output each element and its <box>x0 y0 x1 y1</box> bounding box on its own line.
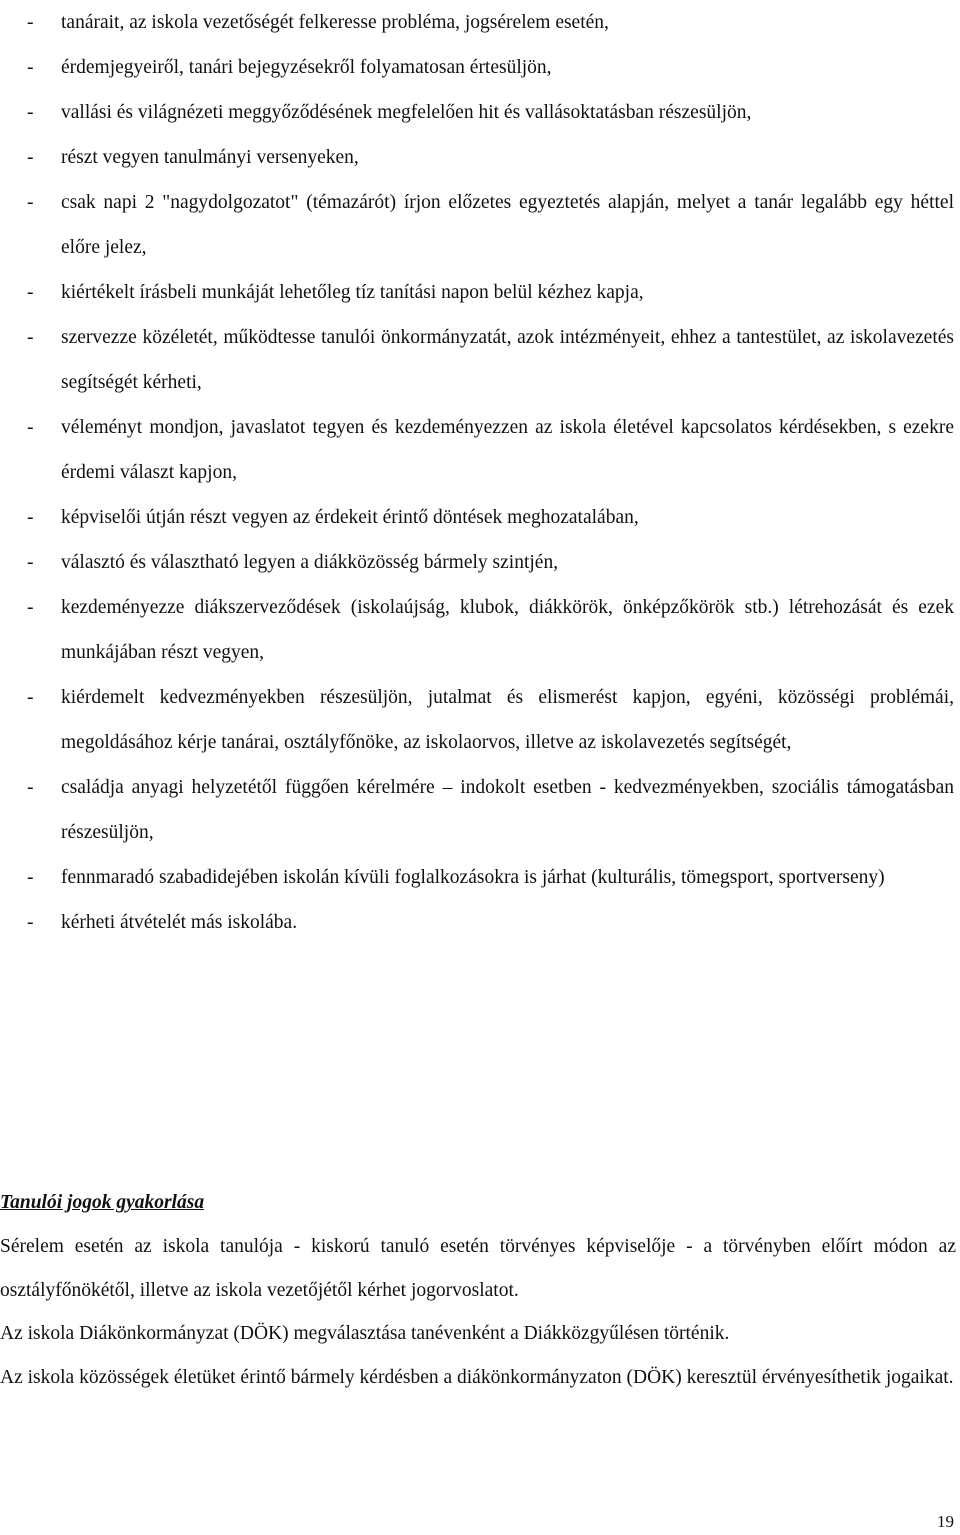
list-item <box>0 765 960 855</box>
list-dash: - <box>27 777 34 798</box>
list-item <box>0 855 960 900</box>
list-item-text: részt vegyen tanulmányi versenyeken, <box>61 147 359 168</box>
list-item-text: szervezze közéletét, működtesse tanulói önkormányzatát, azok intézményeit, ehhez a tantestület, az iskolavezetés segítségét kérheti, <box>61 327 954 393</box>
list-item <box>0 495 960 540</box>
list-item <box>0 585 960 675</box>
list-item-text: kiérdemelt kedvezményekben részesüljön, jutalmat és elismerést kapjon, egyéni, közösségi problémái, megoldásához kérje tanárai, osztályfőnöke, az iskolaorvos, illetve az iskolavezetés segítségét, <box>61 687 954 753</box>
list-dash: - <box>27 57 34 78</box>
list-dash: - <box>27 912 34 933</box>
list-item-text: választó és választható legyen a diákközösség bármely szintjén, <box>61 552 559 573</box>
list-dash: - <box>27 282 34 303</box>
list-item-text: véleményt mondjon, javaslatot tegyen és kezdeményezzen az iskola életével kapcsolatos kérdésekben, s ezekre érdemi választ kapjon, <box>61 417 954 483</box>
list-item <box>0 540 960 585</box>
page-number: 19 <box>937 1512 954 1531</box>
list-item <box>0 675 960 765</box>
list-item-text: csak napi 2 "nagydolgozatot" (témazárót) írjon előzetes egyeztetés alapján, melyet a tanár legalább egy héttel előre jelez, <box>61 192 954 258</box>
list-dash: - <box>27 507 34 528</box>
list-item <box>0 405 960 495</box>
list-item-text: képviselői útján részt vegyen az érdekeit érintő döntések meghozatalában, <box>61 507 639 528</box>
list-item <box>0 45 960 90</box>
paragraph-dok-rights: Az iskola közösségek életüket érintő bármely kérdésben a diákönkormányzaton (DÖK) keresztül érvényesíthetik jogaikat. <box>0 1366 954 1388</box>
paragraph-legal-remedy: Sérelem esetén az iskola tanulója - kiskorú tanuló esetén törvényes képviselője - a törvényben előírt módon az osztályfőnökétől, illetve az iskola vezetőjétől kérhet jogorvoslatot. <box>0 1236 956 1301</box>
list-dash: - <box>27 12 34 33</box>
list-item-text: tanárait, az iskola vezetőségét felkeresse probléma, jogsérelem esetén, <box>61 12 609 33</box>
section-title: Tanulói jogok gyakorlása <box>0 1192 205 1213</box>
list-item <box>0 270 960 315</box>
list-item <box>0 0 960 45</box>
list-item <box>0 180 960 270</box>
list-item-text: családja anyagi helyzetétől függően kérelmére – indokolt esetben - kedvezményekben, szociális támogatásban részesüljön, <box>61 777 954 843</box>
list-dash: - <box>27 327 34 348</box>
list-dash: - <box>27 102 34 123</box>
list-item <box>0 135 960 180</box>
list-item-text: kezdeményezze diákszerveződések (iskolaújság, klubok, diákkörök, önképzőkörök stb.) létrehozását és ezek munkájában részt vegyen, <box>61 597 954 663</box>
list-dash: - <box>27 552 34 573</box>
list-dash: - <box>27 192 34 213</box>
list-item <box>0 900 960 945</box>
list-item-text: vallási és világnézeti meggyőződésének megfelelően hit és vallásoktatásban részesüljön, <box>61 102 752 123</box>
rights-exercise-section <box>0 1180 956 1399</box>
list-item-text: kérheti átvételét más iskolába. <box>61 912 298 933</box>
paragraph-dok-election: Az iskola Diákönkormányzat (DÖK) megválasztása tanévenként a Diákközgyűlésen történik. <box>0 1323 730 1344</box>
list-dash: - <box>27 417 34 438</box>
list-item <box>0 90 960 135</box>
list-dash: - <box>27 687 34 708</box>
list-dash: - <box>27 597 34 618</box>
list-item-text: kiértékelt írásbeli munkáját lehetőleg tíz tanítási napon belül kézhez kapja, <box>61 282 644 303</box>
list-item <box>0 315 960 405</box>
list-item-text: érdemjegyeiről, tanári bejegyzésekről folyamatosan értesüljön, <box>61 57 552 78</box>
list-item-text: fennmaradó szabadidejében iskolán kívüli foglalkozásokra is járhat (kulturális, tömegsport, sportverseny) <box>61 867 885 888</box>
list-dash: - <box>27 147 34 168</box>
list-dash: - <box>27 867 34 888</box>
